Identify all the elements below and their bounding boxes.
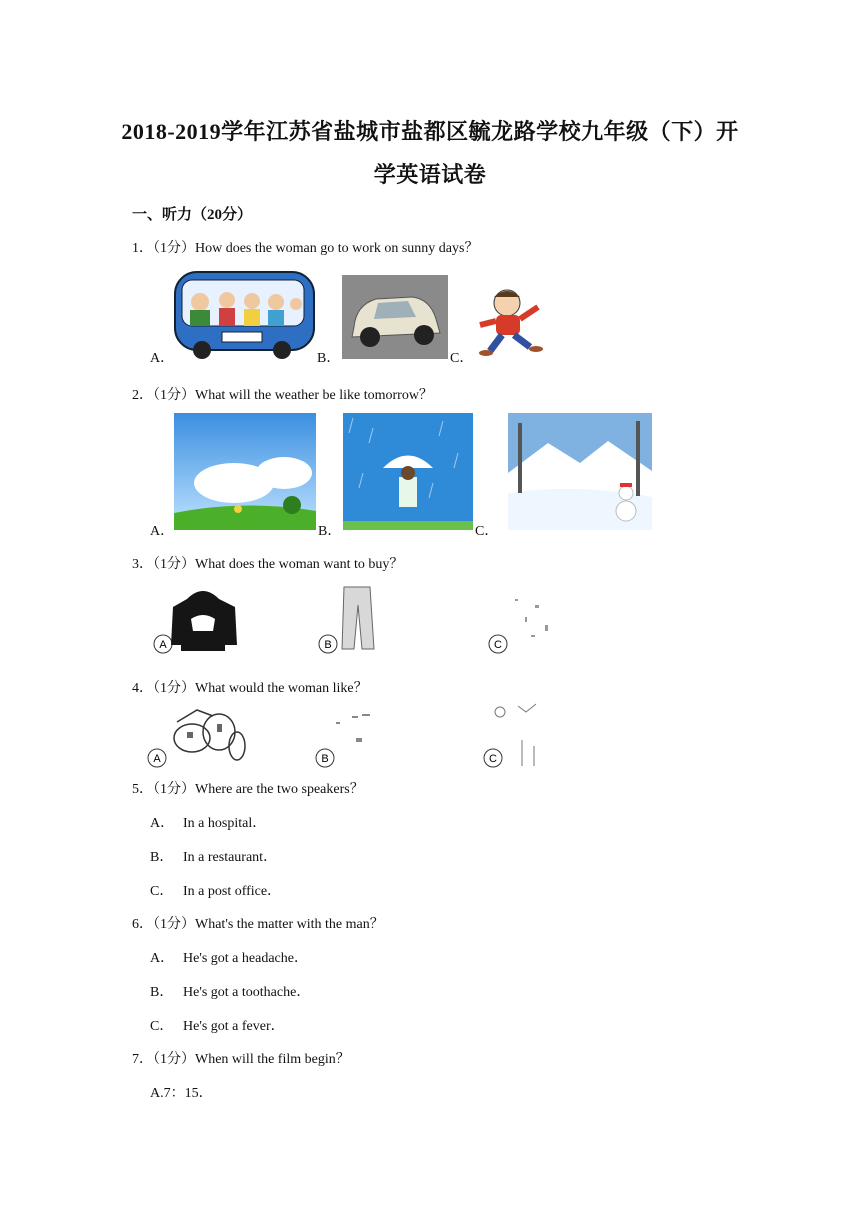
q2-label-b: B． <box>318 524 342 539</box>
page-title-line2: 学英语试卷 <box>373 162 487 187</box>
q2-label-a: A． <box>150 524 175 539</box>
jeans-image <box>318 585 383 655</box>
q5-option-b-text: In a restaurant． <box>183 850 278 865</box>
rainy-image <box>343 413 473 530</box>
q1-label-a: A． <box>150 351 175 366</box>
question-3: 3．（1分）What does the woman want to buy？ <box>132 557 404 572</box>
question-6: 6．（1分）What's the matter with the man？ <box>132 917 384 932</box>
faded-item-image <box>485 595 560 655</box>
q5-option-a <box>150 812 266 832</box>
q1-label-b: B． <box>317 351 341 366</box>
food-pile-image <box>147 702 249 768</box>
q7-option-a <box>150 1082 213 1102</box>
sunny-image <box>174 413 316 530</box>
q4-circle-b: B <box>321 753 329 765</box>
q5-option-c-text: In a post office． <box>183 884 282 899</box>
question-5: 5．（1分）Where are the two speakers？ <box>132 782 364 797</box>
q6-option-c-text: He's got a fever． <box>183 1019 285 1034</box>
q3-circle-a: A <box>159 639 167 651</box>
q5-option-c-letter: C． <box>150 884 174 899</box>
q2-label-c: C． <box>475 524 499 539</box>
q6-option-a-text: He's got a headache． <box>183 951 308 966</box>
question-2: 2．（1分）What will the weather be like tomorrow？ <box>132 388 433 403</box>
q6-option-b-text: He's got a toothache． <box>183 985 311 1000</box>
faded-drink-image <box>312 708 392 768</box>
q6-option-b <box>150 981 310 1001</box>
page-title-line1: 2018-2019学年江苏省盐城市盐都区毓龙路学校九年级（下）开 <box>121 119 739 144</box>
question-7: 7．（1分）When will the film begin？ <box>132 1052 350 1067</box>
q4-circle-c: C <box>489 753 497 765</box>
q6-option-a <box>150 947 308 967</box>
q5-option-b <box>150 846 277 866</box>
snowy-image <box>508 413 652 530</box>
q1-label-c: C． <box>450 351 474 366</box>
question-4: 4．（1分）What would the woman like？ <box>132 681 368 696</box>
hoodie-image <box>153 585 243 655</box>
question-1: 1．（1分）How does the woman go to work on sunny days？ <box>132 241 479 256</box>
q6-option-c <box>150 1015 285 1035</box>
q5-option-c <box>150 880 281 900</box>
faded-figure-image <box>478 700 558 768</box>
q4-circle-a: A <box>153 753 161 765</box>
q5-option-a-letter: A． <box>150 816 175 831</box>
section-heading-listening: 一、听力（20分） <box>132 207 253 223</box>
q6-option-a-letter: A． <box>150 951 175 966</box>
q6-option-c-letter: C． <box>150 1019 174 1034</box>
q5-option-b-letter: B． <box>150 850 174 865</box>
bus-image <box>172 268 317 360</box>
q3-circle-b: B <box>324 639 332 651</box>
q7-option-a-text: A.7：15． <box>150 1086 213 1101</box>
q5-option-a-text: In a hospital． <box>183 816 267 831</box>
car-image <box>342 275 448 359</box>
q3-circle-c: C <box>494 639 502 651</box>
walking-boy-image <box>472 285 552 360</box>
q6-option-b-letter: B． <box>150 985 174 1000</box>
